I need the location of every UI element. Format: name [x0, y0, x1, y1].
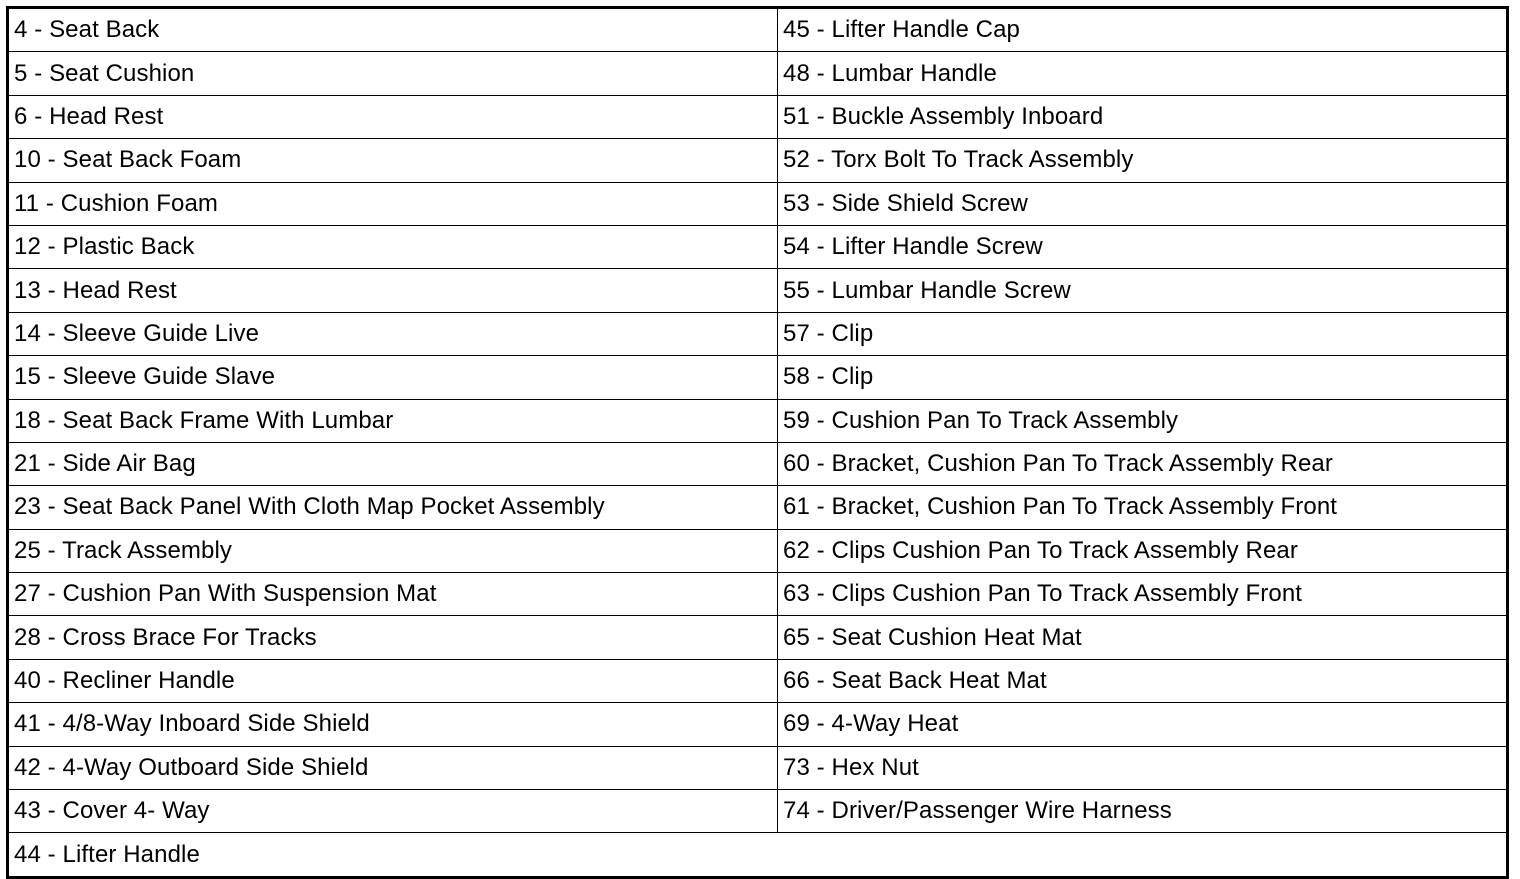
table-row: [8, 356, 1508, 399]
legend-cell-right: 54 - Lifter Handle Screw: [778, 225, 1508, 268]
table-row: [8, 399, 1508, 442]
legend-cell-right: 63 - Clips Cushion Pan To Track Assembly Front: [778, 573, 1508, 616]
legend-cell-left: 27 - Cushion Pan With Suspension Mat: [8, 573, 778, 616]
legend-cell-right: 51 - Buckle Assembly Inboard: [778, 95, 1508, 138]
table-row: [8, 486, 1508, 529]
table-row: [8, 833, 1508, 877]
legend-cell-left: 15 - Sleeve Guide Slave: [8, 356, 778, 399]
parts-legend-body: [8, 8, 1508, 878]
legend-cell-right: 58 - Clip: [778, 356, 1508, 399]
legend-cell-left: 40 - Recliner Handle: [8, 659, 778, 702]
legend-cell-left: 41 - 4/8-Way Inboard Side Shield: [8, 703, 778, 746]
legend-cell-left: 4 - Seat Back: [8, 8, 778, 52]
table-row: [8, 182, 1508, 225]
legend-cell-right: 66 - Seat Back Heat Mat: [778, 659, 1508, 702]
legend-cell-right: 69 - 4-Way Heat: [778, 703, 1508, 746]
legend-cell-right: 53 - Side Shield Screw: [778, 182, 1508, 225]
table-row: [8, 52, 1508, 95]
table-row: [8, 790, 1508, 833]
table-row: [8, 269, 1508, 312]
legend-cell-left: 12 - Plastic Back: [8, 225, 778, 268]
legend-cell-left: 21 - Side Air Bag: [8, 442, 778, 485]
legend-cell-right: 48 - Lumbar Handle: [778, 52, 1508, 95]
table-row: [8, 139, 1508, 182]
table-row: [8, 225, 1508, 268]
legend-cell-right: 55 - Lumbar Handle Screw: [778, 269, 1508, 312]
table-row: [8, 312, 1508, 355]
table-row: [8, 442, 1508, 485]
legend-cell-left: 28 - Cross Brace For Tracks: [8, 616, 778, 659]
legend-cell-left: 13 - Head Rest: [8, 269, 778, 312]
legend-cell-left: 14 - Sleeve Guide Live: [8, 312, 778, 355]
legend-cell-right: 45 - Lifter Handle Cap: [778, 8, 1508, 52]
parts-legend-table: [6, 6, 1509, 879]
table-row: [8, 659, 1508, 702]
table-row: [8, 529, 1508, 572]
legend-cell-left: 42 - 4-Way Outboard Side Shield: [8, 746, 778, 789]
legend-cell-right: 57 - Clip: [778, 312, 1508, 355]
legend-cell-right: 73 - Hex Nut: [778, 746, 1508, 789]
legend-cell-right: 62 - Clips Cushion Pan To Track Assembly Rear: [778, 529, 1508, 572]
legend-cell-right: 60 - Bracket, Cushion Pan To Track Assembly Rear: [778, 442, 1508, 485]
legend-cell-right: 61 - Bracket, Cushion Pan To Track Assembly Front: [778, 486, 1508, 529]
legend-cell-right: 59 - Cushion Pan To Track Assembly: [778, 399, 1508, 442]
legend-cell-left: 5 - Seat Cushion: [8, 52, 778, 95]
table-row: [8, 703, 1508, 746]
table-row: [8, 746, 1508, 789]
legend-cell-full: 44 - Lifter Handle: [8, 833, 1508, 877]
table-row: [8, 8, 1508, 52]
legend-cell-left: 11 - Cushion Foam: [8, 182, 778, 225]
legend-cell-left: 10 - Seat Back Foam: [8, 139, 778, 182]
legend-cell-left: 18 - Seat Back Frame With Lumbar: [8, 399, 778, 442]
table-row: [8, 573, 1508, 616]
table-row: [8, 616, 1508, 659]
legend-cell-right: 74 - Driver/Passenger Wire Harness: [778, 790, 1508, 833]
legend-cell-left: 6 - Head Rest: [8, 95, 778, 138]
legend-cell-left: 25 - Track Assembly: [8, 529, 778, 572]
table-row: [8, 95, 1508, 138]
legend-cell-right: 52 - Torx Bolt To Track Assembly: [778, 139, 1508, 182]
legend-cell-left: 43 - Cover 4- Way: [8, 790, 778, 833]
legend-cell-right: 65 - Seat Cushion Heat Mat: [778, 616, 1508, 659]
legend-cell-left: 23 - Seat Back Panel With Cloth Map Pocket Assembly: [8, 486, 778, 529]
